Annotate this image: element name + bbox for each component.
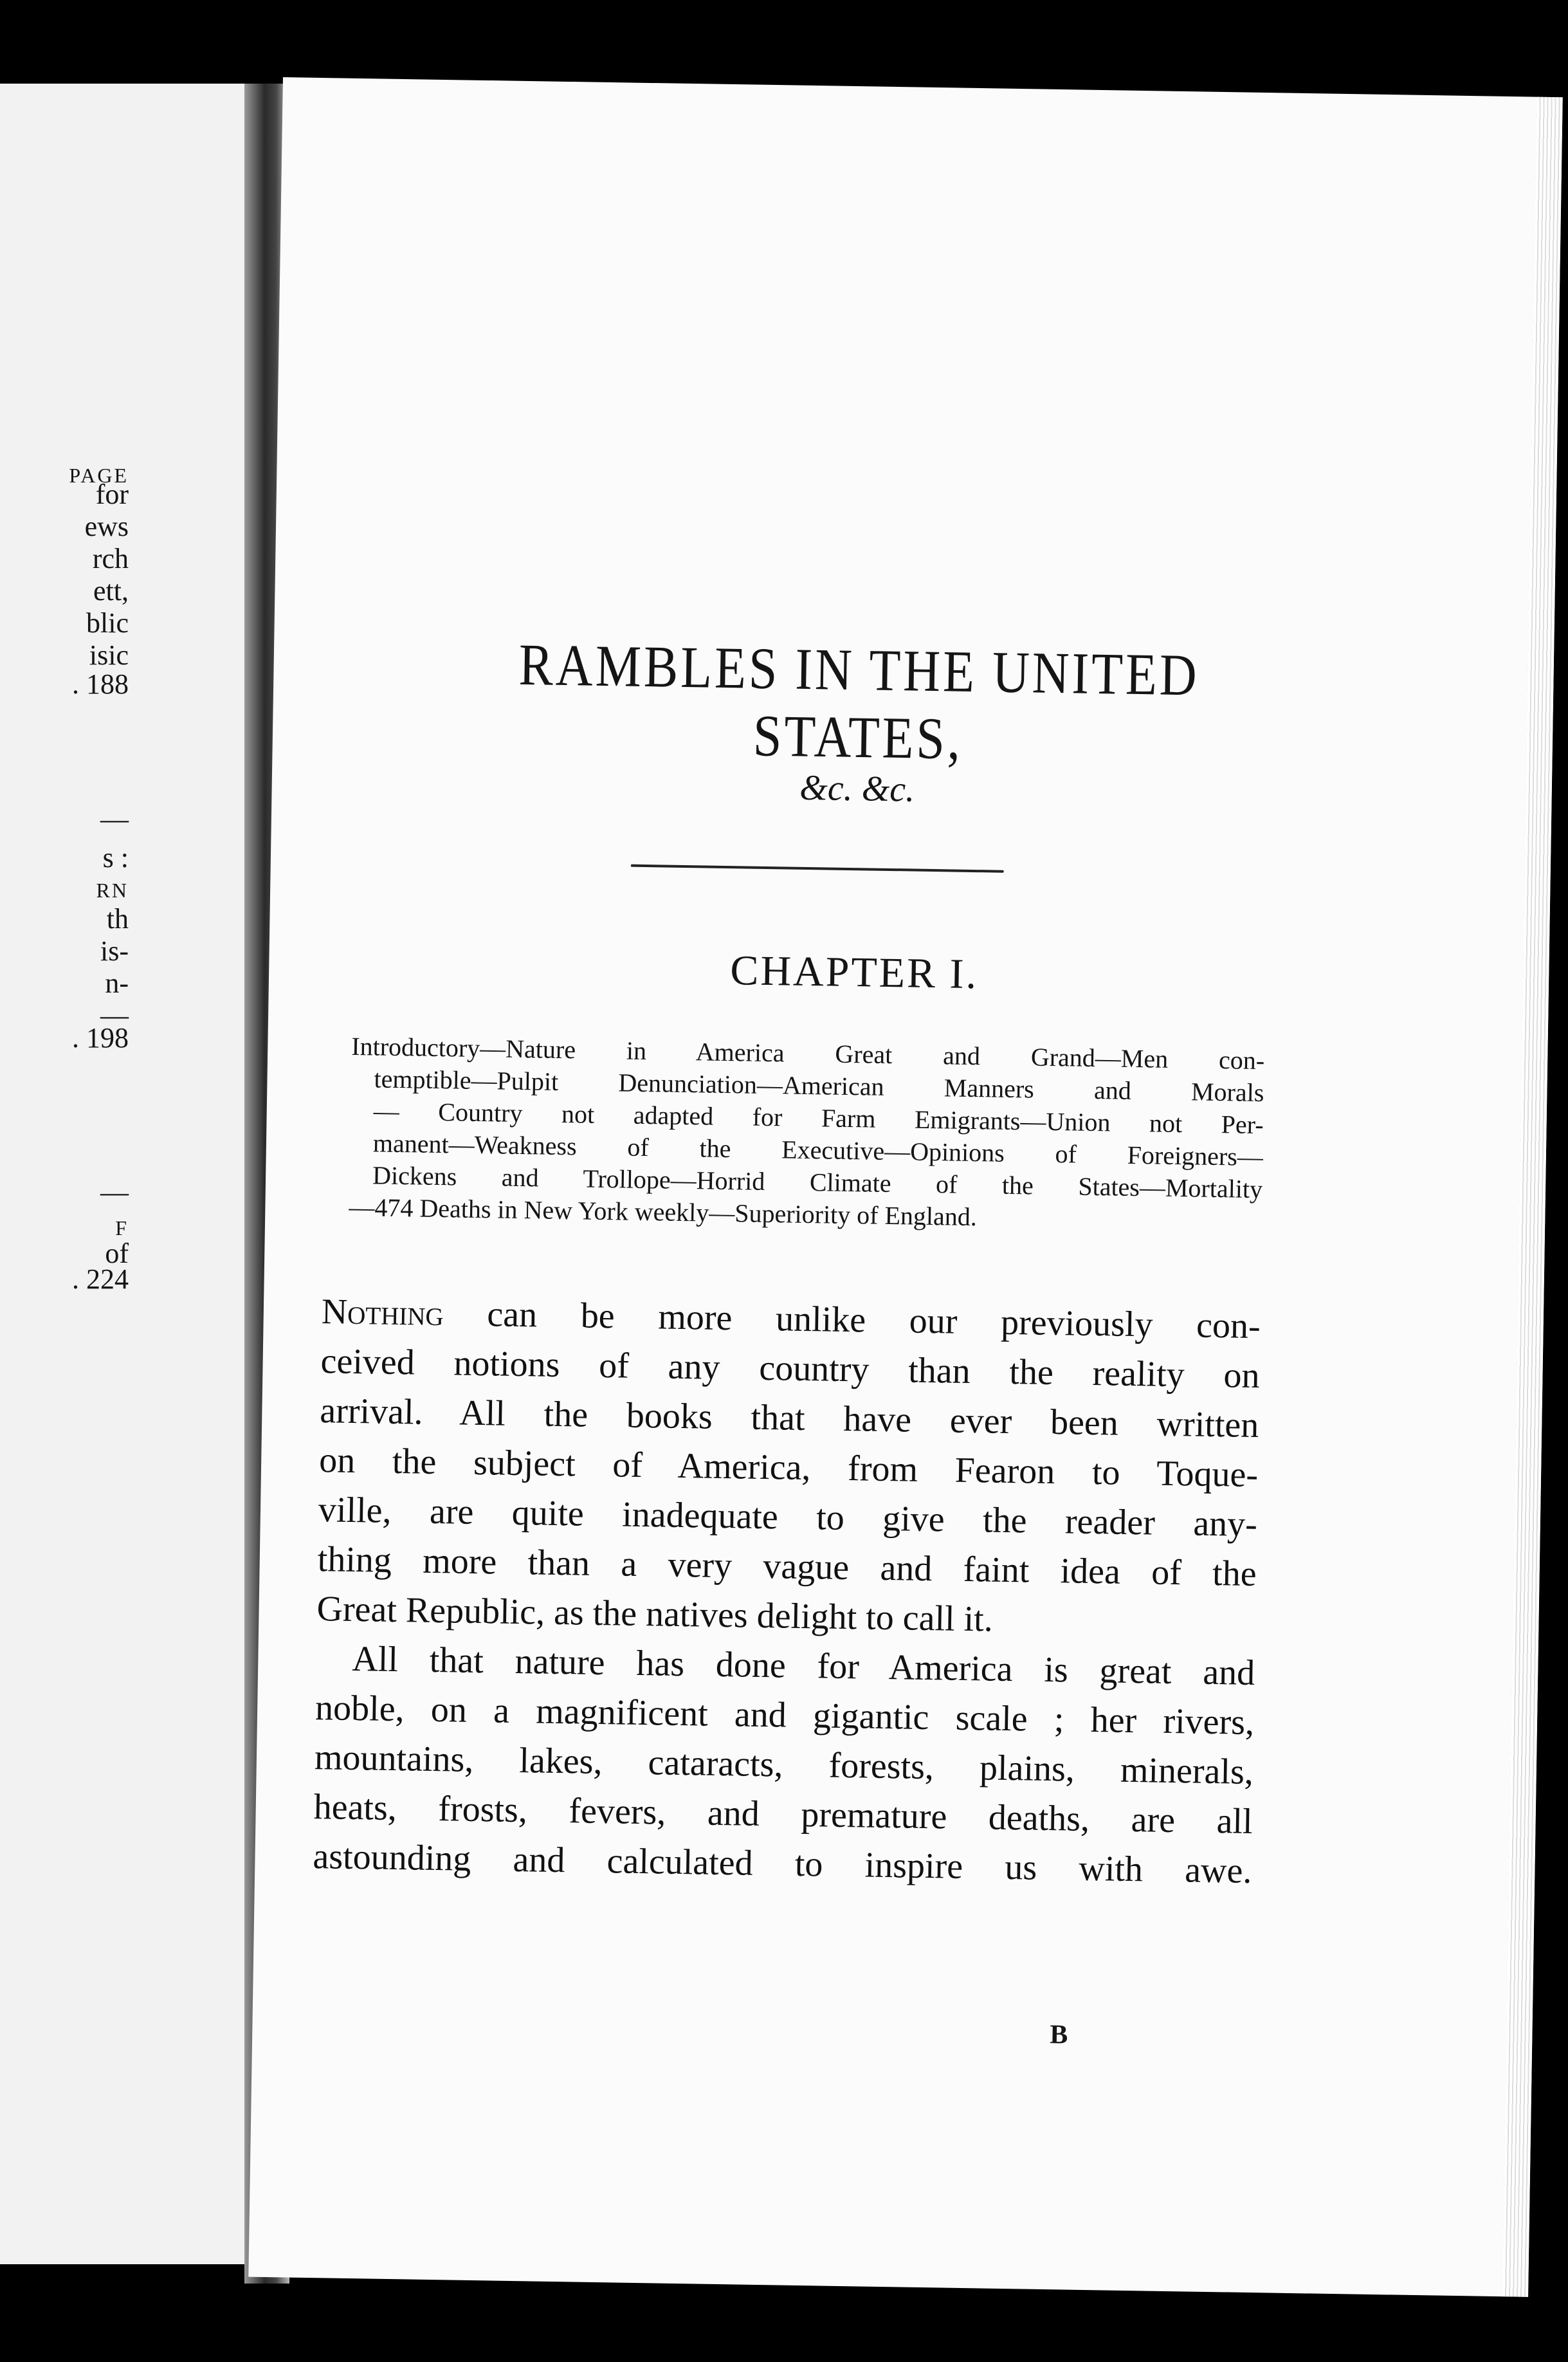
synopsis-line: —474 Deaths in New York weekly—Superiority of England. (349, 1192, 978, 1232)
synopsis-line: Dickens and Trollope—Horrid Climate of the States—Mortality (372, 1160, 1263, 1204)
body-line: arrival. All the books that have ever been written (319, 1391, 1259, 1446)
page-edges (1502, 97, 1563, 2297)
chapter-synopsis (349, 1030, 1265, 1238)
facing-page-fragment: . 198 (72, 1022, 129, 1054)
facing-page-fragment: of (105, 1238, 129, 1269)
body-line: All that nature has done for America is great and (351, 1638, 1255, 1694)
body-line: Great Republic, as the natives delight to call it. (316, 1589, 994, 1640)
facing-page (0, 84, 257, 2264)
running-title: RAMBLES IN THE UNITED STATES, (518, 632, 1200, 773)
facing-page-fragment: — (100, 1000, 129, 1031)
facing-page-fragment: th (106, 903, 129, 935)
facing-page-fragment: — (100, 803, 129, 835)
body-line: ceived notions of any country than the reality on (320, 1341, 1260, 1396)
facing-page-fragment: n- (105, 967, 129, 999)
sub-title: &c. &c. (799, 767, 915, 810)
facing-page-fragment: . 224 (72, 1263, 129, 1295)
body-text (313, 1287, 1261, 1896)
body-line: on the subject of America, from Fearon to Toque- (318, 1440, 1259, 1496)
body-line: mountains, lakes, cataracts, forests, plains, minerals, (314, 1737, 1254, 1793)
body-line: astounding and calculated to inspire us with awe. (313, 1836, 1252, 1892)
facing-page-fragment: — (100, 1176, 129, 1208)
body-line-rest: can be more unlike our previously con- (443, 1294, 1261, 1347)
opening-word: Nothing (321, 1292, 444, 1334)
facing-page-fragment: RN (96, 879, 129, 902)
body-line: noble, on a magnificent and gigantic scale ; her rivers, (315, 1688, 1255, 1743)
facing-page-fragment: . 188 (72, 668, 129, 700)
synopsis-line: temptible—Pulpit Denunciation—American Manners and Morals (374, 1064, 1264, 1108)
body-line: ville, are quite inadequate to give the reader any- (318, 1490, 1258, 1545)
body-line: heats, frosts, fevers, and premature deaths, are all (313, 1787, 1253, 1842)
facing-page-fragment: for (95, 479, 129, 510)
facing-page-fragment: ett, (93, 575, 129, 607)
synopsis-line: — Country not adapted for Farm Emigrants—Union not Per- (373, 1096, 1264, 1140)
synopsis-line: manent—Weakness of the Executive—Opinions of Foreigners— (372, 1128, 1264, 1172)
title-rule (631, 865, 1004, 873)
main-page (248, 77, 1562, 2297)
body-line: thing more than a very vague and faint idea of the (317, 1539, 1257, 1595)
chapter-heading: CHAPTER I. (729, 947, 979, 998)
synopsis-line: Introductory—Nature in America Great and Grand—Men con- (351, 1031, 1265, 1076)
facing-page-fragment: ews (84, 511, 129, 542)
facing-page-fragment: s : (102, 842, 129, 874)
facing-page-fragment: F (115, 1216, 129, 1240)
facing-page-fragment: blic (86, 607, 129, 639)
facing-page-fragment: PAGE (69, 464, 129, 487)
facing-page-fragment: is- (100, 935, 129, 967)
signature-mark: B (1049, 2020, 1068, 2050)
facing-page-fragment: rch (92, 543, 129, 574)
facing-page-fragment: isic (89, 639, 129, 671)
